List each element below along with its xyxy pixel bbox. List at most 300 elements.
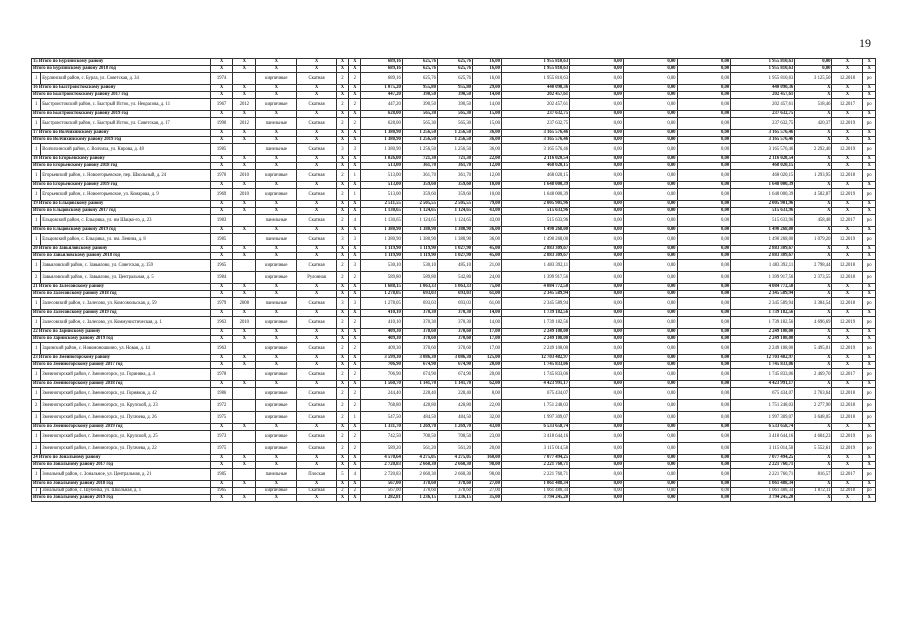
table-cell: 2 (336, 412, 348, 424)
table-cell: 3 418 644,16 (731, 431, 795, 443)
table-cell: 420,37 (795, 118, 832, 130)
table-cell: 0,00 (677, 66, 731, 73)
table-cell: X (832, 336, 863, 343)
table-cell: 0,00 (570, 291, 624, 298)
table-cell: X (210, 85, 233, 92)
table-cell: 1 688,15 (361, 284, 402, 291)
table-cell: 0,00 (570, 412, 624, 424)
table-cell: Плоская (297, 469, 336, 481)
table-row (32, 488, 876, 495)
table-cell: 27,00 (473, 481, 502, 488)
table-cell: 589,20 (361, 443, 402, 455)
table-cell: 0,00 (677, 189, 731, 201)
row-label: 22 Итого по Заринскому району (32, 329, 211, 336)
table-cell: 0,00 (623, 310, 677, 317)
table-cell: 2 660,30 (437, 469, 472, 481)
table-cell: 0,00 (795, 66, 832, 73)
table-cell: X (832, 253, 863, 260)
table-cell: кирпичные (256, 343, 297, 355)
table-cell: 0,00 (623, 455, 677, 462)
subtotal-row (32, 246, 876, 253)
table-cell: 0,00 (677, 111, 731, 118)
table-cell: X (256, 137, 297, 144)
table-cell: X (863, 291, 876, 298)
table-cell: 0,00 (570, 99, 624, 111)
table-cell: X (336, 208, 348, 215)
row-label: Итого по Заринскому району 2019 год (32, 336, 211, 343)
table-cell: 409,30 (361, 343, 402, 355)
table-cell: 4 570,64 (361, 455, 402, 462)
table-cell: 1 256,50 (402, 144, 437, 156)
table-cell: 0,00 (623, 156, 677, 163)
table-cell: 1 739 182,56 (501, 310, 569, 317)
table-cell: X (863, 481, 876, 488)
table-cell: 0,00 (570, 400, 624, 412)
table-cell: X (349, 66, 361, 73)
table-cell: X (863, 462, 876, 469)
table-cell: 561,20 (402, 443, 437, 455)
table-cell: 1 648 000,39 (731, 182, 795, 189)
table-cell: 3 (336, 298, 348, 310)
table-cell: 1965 (210, 260, 233, 272)
table-cell: 2 660,30 (402, 462, 437, 469)
table-cell: 0,00 (677, 118, 731, 130)
table-cell: 0,00 (623, 400, 677, 412)
table-cell: X (863, 130, 876, 137)
row-address: Быстроистокский район, с. Быстрый Исток, ул. Некрасова, д. 11 (41, 99, 210, 111)
table-cell: X (336, 137, 348, 144)
subtotal-row (32, 130, 876, 137)
table-cell: 2 798,44 (795, 260, 832, 272)
table-cell: X (795, 111, 832, 118)
table-cell: 0,00 (570, 260, 624, 272)
table-cell: 1 061 488,34 (731, 481, 795, 488)
table-cell: 1 955 810,63 (731, 59, 795, 66)
table-cell: 0,00 (570, 253, 624, 260)
table-cell: 1 399 917,56 (501, 272, 569, 284)
table-cell: 1 380,90 (437, 227, 472, 234)
table-cell: X (349, 85, 361, 92)
table-cell: X (297, 495, 336, 502)
table-cell: X (349, 481, 361, 488)
subtotal-row (32, 227, 876, 234)
table-cell: X (210, 362, 233, 369)
table-cell: X (795, 362, 832, 369)
table-cell: X (297, 481, 336, 488)
table-cell: 2 116 020,54 (731, 156, 795, 163)
table-cell: X (832, 481, 863, 488)
table-cell: 468 020,15 (501, 163, 569, 170)
table-cell: 36,00 (473, 227, 502, 234)
table-cell: Скатная (297, 298, 336, 310)
table-cell: 3 165 576,46 (501, 144, 569, 156)
subtotal-row (32, 455, 876, 462)
table-cell: X (795, 137, 832, 144)
table-cell: X (349, 329, 361, 336)
table-cell: 589,80 (402, 272, 437, 284)
table-cell: 0,00 (677, 469, 731, 481)
table-cell: X (832, 85, 863, 92)
table-cell: 7 077 494,25 (501, 455, 569, 462)
table-cell: X (349, 59, 361, 66)
table-cell: 0,00 (677, 144, 731, 156)
table-cell: 0,00 (623, 362, 677, 369)
table-cell: ро (863, 144, 876, 156)
table-cell: X (210, 310, 233, 317)
table-cell: 0,00 (677, 253, 731, 260)
table-cell: 0,00 (570, 343, 624, 355)
table-cell: X (233, 111, 256, 118)
table-cell: 1 063,33 (402, 284, 437, 291)
table-cell: X (832, 59, 863, 66)
table-cell: X (349, 284, 361, 291)
table-cell: 2 345 589,94 (501, 298, 569, 310)
table-row (32, 431, 876, 443)
table-cell: 2012 (233, 99, 256, 111)
table-cell: 0,00 (623, 215, 677, 227)
table-cell: 370,60 (402, 336, 437, 343)
table-cell: X (349, 92, 361, 99)
table-cell: 0,00 (570, 469, 624, 481)
table-cell: X (336, 130, 348, 137)
table-cell: X (233, 310, 256, 317)
table-cell: X (297, 85, 336, 92)
subtotal-row (32, 201, 876, 208)
table-cell: 1 079,20 (795, 234, 832, 246)
table-cell: 440 090,36 (731, 85, 795, 92)
table-cell: X (336, 284, 348, 291)
table-cell: 1975 (210, 443, 233, 455)
subtotal-row (32, 137, 876, 144)
table-cell: 0,00 (677, 412, 731, 424)
table-cell: 0,00 (677, 388, 731, 400)
table-cell: ро (863, 170, 876, 182)
row-label: Итого по Егорьевскому району 2018 год (32, 163, 211, 170)
row-address: Быстроистокский район, с. Быстрый Исток, ул. Советская, д. 17 (41, 118, 210, 130)
table-cell: 1 130,65 (361, 208, 402, 215)
table-row (32, 144, 876, 156)
table-cell: X (210, 163, 233, 170)
table-cell: 625,76 (402, 73, 437, 85)
table-cell: 2 249 108,00 (731, 343, 795, 355)
table-cell: X (795, 355, 832, 362)
table-cell: 370,60 (402, 343, 437, 355)
table-cell: Скатная (297, 443, 336, 455)
table-cell: X (256, 208, 297, 215)
table-cell: 4 084 772,50 (731, 284, 795, 291)
table-cell: 2 (336, 488, 348, 495)
table-cell: 370,60 (437, 329, 472, 336)
table-cell: 484,50 (437, 412, 472, 424)
table-cell: 2010 (233, 189, 256, 201)
table-cell: 15,00 (473, 111, 502, 118)
table-cell: 3 086,30 (437, 355, 472, 362)
table-cell: кирпичные (256, 443, 297, 455)
table-cell: X (336, 455, 348, 462)
subtotal-row (32, 156, 876, 163)
table-cell: X (795, 381, 832, 388)
row-address: Завьяловский район, с. Завьялово, ул. Центральная, д. 5 (41, 272, 210, 284)
table-cell (233, 469, 256, 481)
table-cell (233, 400, 256, 412)
row-label: Итого по Завьяловскому району 2018 год (32, 253, 211, 260)
table-cell: 1 (349, 189, 361, 201)
row-label: Итого по Ельцовскому району 2017 год (32, 208, 211, 215)
table-cell: 485,10 (437, 260, 472, 272)
table-cell: 20,00 (473, 443, 502, 455)
table-cell: 43,00 (473, 208, 502, 215)
table-cell: Скатная (297, 189, 336, 201)
table-cell: X (795, 92, 832, 99)
table-cell: X (336, 310, 348, 317)
table-cell: 0,00 (570, 189, 624, 201)
table-cell: 45,00 (473, 253, 502, 260)
table-cell: 1 739 182,56 (731, 317, 795, 329)
table-cell: X (832, 111, 863, 118)
table-cell: 484,50 (402, 412, 437, 424)
table-cell: кирпичные (256, 189, 297, 201)
table-cell: 625,76 (437, 66, 472, 73)
row-address: Егорьевский район, с. Новоегорьевское, пер. Школьный, д. 24 (41, 170, 210, 182)
table-cell: 2 249 108,00 (501, 336, 569, 343)
row-label: Итого по Залесовскому району 2018 год (32, 291, 211, 298)
row-number: 2 (32, 443, 41, 455)
table-cell: X (210, 66, 233, 73)
table-cell: X (795, 284, 832, 291)
table-cell: 0,00 (677, 234, 731, 246)
table-cell: 0,00 (570, 137, 624, 144)
table-cell: 0,00 (623, 99, 677, 111)
table-cell: 228,40 (437, 388, 472, 400)
table-cell: X (297, 253, 336, 260)
table-cell: X (336, 355, 348, 362)
table-cell: 1 490 268,00 (731, 227, 795, 234)
table-cell: X (349, 111, 361, 118)
table-cell: X (233, 424, 256, 431)
row-number: 1 (32, 234, 41, 246)
row-label: 20 Итого по Завьяловскому району (32, 246, 211, 253)
row-address: Зональный район, с. Шубенка, ул. Школьная, д. 1 (41, 488, 210, 495)
table-cell: X (863, 111, 876, 118)
table-cell: X (233, 455, 256, 462)
table-cell: 0,00 (677, 227, 731, 234)
table-cell: X (795, 208, 832, 215)
table-cell: X (256, 455, 297, 462)
table-cell: X (210, 253, 233, 260)
table-cell: X (336, 291, 348, 298)
table-cell: X (256, 201, 297, 208)
table-cell: 3 (349, 260, 361, 272)
table-cell: X (210, 291, 233, 298)
table-cell: 0,00 (677, 431, 731, 443)
table-cell: 12.2018 (832, 73, 863, 85)
row-address: Змеиногорский район, г. Змеиногорск, ул. Пугачева, д. 22 (41, 443, 210, 455)
table-cell: 36,00 (473, 137, 502, 144)
table-cell: 2 505,55 (402, 201, 437, 208)
table-cell: 0,00 (677, 246, 731, 253)
table-cell: Скатная (297, 118, 336, 130)
table-cell: X (336, 381, 348, 388)
table-cell: 370,30 (402, 310, 437, 317)
table-cell: 378,60 (437, 488, 472, 495)
table-cell: X (233, 92, 256, 99)
table-cell: 0,00 (677, 156, 731, 163)
table-cell: 1 119,90 (361, 246, 402, 253)
table-cell: 0,00 (570, 59, 624, 66)
table-cell: X (863, 362, 876, 369)
table-cell: 0,00 (623, 182, 677, 189)
table-cell: 29,00 (473, 85, 502, 92)
table-cell: X (256, 246, 297, 253)
table-cell: X (832, 130, 863, 137)
table-cell: X (256, 111, 297, 118)
table-cell: 0,00 (677, 201, 731, 208)
table-cell: X (832, 246, 863, 253)
table-cell: X (863, 381, 876, 388)
table-cell: 0,00 (623, 253, 677, 260)
table-cell: 0,00 (570, 130, 624, 137)
table-cell: 689,16 (361, 59, 402, 66)
row-address: Залесовский район, с. Залесово, ул. Коммунистическая, д. 1 (41, 317, 210, 329)
table-cell: X (210, 59, 233, 66)
row-number: 2 (32, 400, 41, 412)
table-cell: 0,00 (623, 92, 677, 99)
table-cell: 1 955 810,63 (501, 59, 569, 66)
table-cell: 43,00 (473, 215, 502, 227)
table-cell: 237 632,75 (501, 111, 569, 118)
table-cell: 0,00 (623, 431, 677, 443)
table-cell: X (297, 329, 336, 336)
table-cell: 0,00 (677, 462, 731, 469)
row-number: 1 (32, 215, 41, 227)
table-cell: 1 745 833,06 (731, 362, 795, 369)
table-cell: 0,00 (677, 59, 731, 66)
table-cell: 5 (336, 469, 348, 481)
subtotal-row (32, 85, 876, 92)
table-cell: 0,00 (570, 336, 624, 343)
table-row (32, 412, 876, 424)
table-cell: 768,80 (361, 400, 402, 412)
table-cell: 721,30 (437, 156, 472, 163)
table-cell: 43,00 (473, 424, 502, 431)
table-cell: 2 (349, 272, 361, 284)
table-cell: 3 165 576,46 (501, 137, 569, 144)
table-cell: 202 457,61 (501, 92, 569, 99)
table-cell: 14,00 (473, 99, 502, 111)
table-cell: 61,00 (473, 291, 502, 298)
table-cell: X (349, 310, 361, 317)
table-cell: 3 384,54 (795, 298, 832, 310)
row-number: 1 (32, 388, 41, 400)
table-cell: X (256, 227, 297, 234)
table-cell: 689,16 (361, 73, 402, 85)
table-cell: 0,00 (570, 488, 624, 495)
table-cell: ро (863, 431, 876, 443)
table-cell: 2 (349, 369, 361, 381)
row-address: Егорьевский район, с. Новоегорьевское, ул. Комарова, д. 9 (41, 189, 210, 201)
table-cell: X (832, 455, 863, 462)
table-cell: 390,50 (402, 99, 437, 111)
table-cell: X (336, 495, 348, 502)
table-cell: 1 282,81 (361, 495, 402, 502)
table-cell: X (349, 201, 361, 208)
table-cell: 390,50 (437, 92, 472, 99)
table-cell: 17,00 (473, 336, 502, 343)
table-cell: 21,00 (473, 260, 502, 272)
table-cell: 1 124,65 (402, 208, 437, 215)
table-cell: 4 (349, 469, 361, 481)
table-cell: 359,60 (402, 189, 437, 201)
table-cell: 689,16 (361, 66, 402, 73)
table-cell: 2 345 589,94 (501, 291, 569, 298)
table-cell: X (832, 310, 863, 317)
table-cell: 816,57 (795, 469, 832, 481)
table-cell: 0,00 (623, 137, 677, 144)
table-cell: 0,00 (570, 317, 624, 329)
table-cell: X (863, 355, 876, 362)
table-cell: X (336, 424, 348, 431)
table-cell: 589,80 (361, 272, 402, 284)
table-cell: 2 373,55 (795, 272, 832, 284)
table-cell: 1972 (210, 400, 233, 412)
table-cell: 2 763,64 (795, 388, 832, 400)
table-cell: 0,00 (677, 369, 731, 381)
table-cell: 3 125,50 (795, 73, 832, 85)
table-cell: Скатная (297, 317, 336, 329)
table-cell: X (297, 310, 336, 317)
table-cell: X (349, 495, 361, 502)
table-cell: 0,00 (677, 317, 731, 329)
table-cell: X (256, 163, 297, 170)
table-cell: 98,00 (473, 469, 502, 481)
table-cell: 0,00 (623, 336, 677, 343)
table-cell: X (863, 85, 876, 92)
table-cell: 2 (349, 99, 361, 111)
table-cell: 12.2018 (832, 412, 863, 424)
table-cell: 36,00 (473, 234, 502, 246)
table-cell: 409,30 (361, 329, 402, 336)
table-cell: 1967 (210, 99, 233, 111)
table-cell: 20,00 (473, 362, 502, 369)
table-cell: X (233, 291, 256, 298)
table-cell: 390,50 (437, 99, 472, 111)
table-cell: 1 648 000,39 (501, 189, 569, 201)
table-cell: 706,90 (361, 362, 402, 369)
table-cell: 0,00 (623, 329, 677, 336)
table-cell: 2 249 108,00 (731, 329, 795, 336)
table-cell: 530,10 (402, 260, 437, 272)
table-cell: кирпичные (256, 488, 297, 495)
table-cell: X (795, 156, 832, 163)
table-cell: ро (863, 260, 876, 272)
table-cell: 2 (336, 118, 348, 130)
subtotal-row (32, 66, 876, 73)
row-number: 1 (32, 99, 41, 111)
table-cell: 565,30 (402, 111, 437, 118)
table-cell: Скатная (297, 388, 336, 400)
table-cell: 0,00 (623, 163, 677, 170)
table-cell: X (297, 163, 336, 170)
table-cell: 0,00 (623, 424, 677, 431)
table-cell: 0,00 (623, 369, 677, 381)
table-cell: X (349, 208, 361, 215)
table-cell: 955,80 (402, 85, 437, 92)
table-cell: 1 490 268,00 (501, 227, 569, 234)
table-cell: 12.2019 (832, 431, 863, 443)
row-label: 16 Итого по Быстроистокскому району (32, 85, 211, 92)
table-cell: 0,00 (677, 272, 731, 284)
table-cell: Скатная (297, 412, 336, 424)
